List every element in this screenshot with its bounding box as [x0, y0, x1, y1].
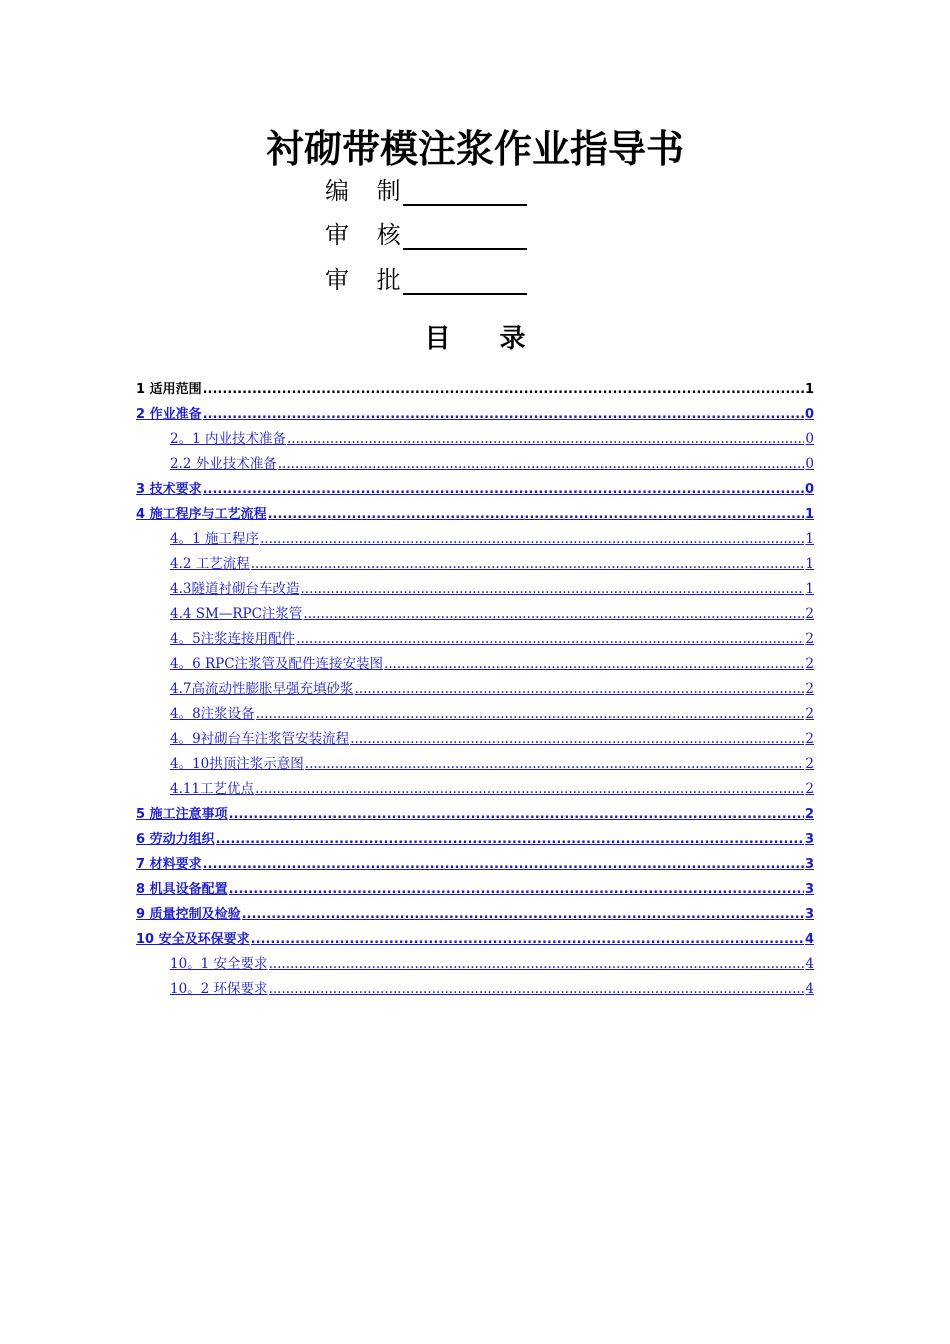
toc-leader-dots — [269, 956, 805, 973]
toc-entry-title[interactable]: 8 机具设备配置 — [136, 882, 228, 897]
toc-leader-dots — [203, 856, 804, 873]
toc-leader-dots — [269, 981, 805, 998]
toc-entry-title[interactable]: 5 施工注意事项 — [136, 807, 228, 822]
table-of-contents — [136, 373, 814, 998]
toc-entry-page[interactable]: 3 — [804, 882, 814, 897]
toc-entry-page[interactable]: 0 — [805, 456, 814, 472]
toc-entry-title[interactable]: 4 施工程序与工艺流程 — [136, 507, 267, 522]
toc-entry[interactable] — [136, 548, 814, 573]
toc-entry-page[interactable]: 0 — [804, 482, 814, 497]
toc-entry[interactable] — [136, 648, 814, 673]
toc-entry-page[interactable]: 2 — [805, 681, 814, 697]
toc-entry[interactable] — [136, 523, 814, 548]
toc-leader-dots — [350, 731, 804, 748]
toc-entry-page[interactable]: 2 — [805, 781, 814, 797]
toc-entry[interactable] — [136, 748, 814, 773]
toc-entry[interactable] — [136, 773, 814, 798]
toc-entry[interactable] — [136, 798, 814, 823]
signature-blank[interactable] — [403, 222, 527, 250]
toc-entry-title: 1 适用范围 — [136, 382, 202, 397]
toc-entry-title[interactable]: 9 质量控制及检验 — [136, 907, 241, 922]
toc-leader-dots — [255, 781, 804, 798]
toc-entry[interactable] — [136, 573, 814, 598]
toc-entry-title[interactable]: 4.4 SM—RPC注浆管 — [170, 606, 303, 622]
signature-blank[interactable] — [403, 178, 527, 206]
toc-entry-title[interactable]: 10 安全及环保要求 — [136, 932, 250, 947]
toc-leader-dots — [296, 631, 804, 648]
signature-label: 编 制 — [325, 177, 411, 205]
toc-leader-dots — [203, 406, 804, 423]
toc-leader-dots — [242, 906, 804, 923]
signature-label: 审 批 — [325, 266, 411, 294]
toc-entry[interactable] — [136, 898, 814, 923]
toc-entry-title[interactable]: 4。10拱顶注浆示意图 — [170, 756, 304, 772]
toc-entry[interactable] — [136, 623, 814, 648]
toc-entry-title[interactable]: 2.2 外业技术准备 — [170, 456, 277, 472]
toc-entry-page[interactable]: 1 — [805, 581, 814, 597]
toc-entry-title[interactable]: 4。5注浆连接用配件 — [170, 631, 296, 647]
toc-leader-dots — [251, 556, 805, 573]
toc-entry-page: 1 — [804, 382, 814, 397]
signature-review — [325, 216, 527, 250]
toc-entry-title[interactable]: 6 劳动力组织 — [136, 832, 215, 847]
toc-leader-dots — [203, 481, 804, 498]
toc-entry-page[interactable]: 2 — [805, 631, 814, 647]
toc-entry — [136, 373, 814, 398]
toc-entry-title[interactable]: 4。8注浆设备 — [170, 706, 255, 722]
toc-entry-page[interactable]: 1 — [804, 507, 814, 522]
toc-entry-page[interactable]: 2 — [805, 731, 814, 747]
toc-leader-dots — [229, 881, 804, 898]
toc-leader-dots — [300, 581, 804, 598]
toc-entry-title[interactable]: 4.2 工艺流程 — [170, 556, 250, 572]
toc-entry-page[interactable]: 2 — [805, 756, 814, 772]
toc-entry-page[interactable]: 2 — [804, 807, 814, 822]
signature-approve — [325, 261, 527, 295]
toc-entry[interactable] — [136, 973, 814, 998]
toc-entry[interactable] — [136, 448, 814, 473]
toc-leader-dots — [384, 656, 804, 673]
toc-entry-page[interactable]: 4 — [805, 981, 814, 997]
signature-label: 审 核 — [325, 221, 411, 249]
toc-entry[interactable] — [136, 498, 814, 523]
toc-leader-dots — [354, 681, 804, 698]
signature-compile — [325, 172, 527, 206]
toc-entry[interactable] — [136, 673, 814, 698]
toc-entry-page[interactable]: 3 — [804, 832, 814, 847]
toc-entry-page[interactable]: 0 — [804, 407, 814, 422]
toc-entry[interactable] — [136, 848, 814, 873]
toc-entry-title[interactable]: 10。1 安全要求 — [170, 956, 268, 972]
toc-leader-dots — [216, 831, 804, 848]
toc-leader-dots — [278, 456, 805, 473]
toc-leader-dots — [287, 431, 804, 448]
toc-entry[interactable] — [136, 923, 814, 948]
toc-entry-page[interactable]: 2 — [805, 706, 814, 722]
toc-entry-title[interactable]: 4.7高流动性膨胀早强充填砂浆 — [170, 681, 354, 697]
toc-leader-dots — [229, 806, 804, 823]
toc-entry-title[interactable]: 2。1 内业技术准备 — [170, 431, 286, 447]
toc-leader-dots — [305, 756, 805, 773]
toc-leader-dots — [260, 531, 804, 548]
toc-entry[interactable] — [136, 398, 814, 423]
toc-entry[interactable] — [136, 698, 814, 723]
toc-entry[interactable] — [136, 948, 814, 973]
toc-leader-dots — [268, 506, 804, 523]
toc-entry-page[interactable]: 4 — [805, 956, 814, 972]
document-title: 衬砌带模注浆作业指导书 — [265, 127, 684, 171]
toc-entry-title[interactable]: 3 技术要求 — [136, 482, 202, 497]
toc-leader-dots — [251, 931, 804, 948]
toc-entry-title[interactable]: 4。1 施工程序 — [170, 531, 259, 547]
toc-entry-title[interactable]: 4。9衬砌台车注浆管安装流程 — [170, 731, 350, 747]
toc-entry[interactable] — [136, 598, 814, 623]
toc-entry-page[interactable]: 3 — [804, 907, 814, 922]
toc-entry-page[interactable]: 4 — [804, 932, 814, 947]
toc-entry-title[interactable]: 7 材料要求 — [136, 857, 202, 872]
toc-entry-page[interactable]: 3 — [804, 857, 814, 872]
toc-heading: 目 录 — [424, 324, 526, 354]
toc-entry[interactable] — [136, 873, 814, 898]
toc-entry-page[interactable]: 1 — [805, 556, 814, 572]
toc-entry-page[interactable]: 2 — [805, 606, 814, 622]
toc-entry-title[interactable]: 2 作业准备 — [136, 407, 202, 422]
toc-leader-dots — [203, 381, 804, 398]
toc-entry-title[interactable]: 4.3隧道衬砌台车改造 — [170, 581, 300, 597]
toc-entry-page[interactable]: 2 — [805, 656, 814, 672]
toc-entry[interactable] — [136, 723, 814, 748]
toc-entry-page[interactable]: 1 — [805, 531, 814, 547]
toc-entry[interactable] — [136, 823, 814, 848]
toc-leader-dots — [256, 706, 805, 723]
toc-entry-page[interactable]: 0 — [805, 431, 814, 447]
toc-entry-title[interactable]: 4。6 RPC注浆管及配件连接安装图 — [170, 656, 384, 672]
toc-entry-title[interactable]: 4.11工艺优点 — [170, 781, 255, 797]
toc-entry-title[interactable]: 10。2 环保要求 — [170, 981, 268, 997]
toc-leader-dots — [303, 606, 804, 623]
toc-entry[interactable] — [136, 423, 814, 448]
signature-blank[interactable] — [403, 267, 527, 295]
toc-entry[interactable] — [136, 473, 814, 498]
